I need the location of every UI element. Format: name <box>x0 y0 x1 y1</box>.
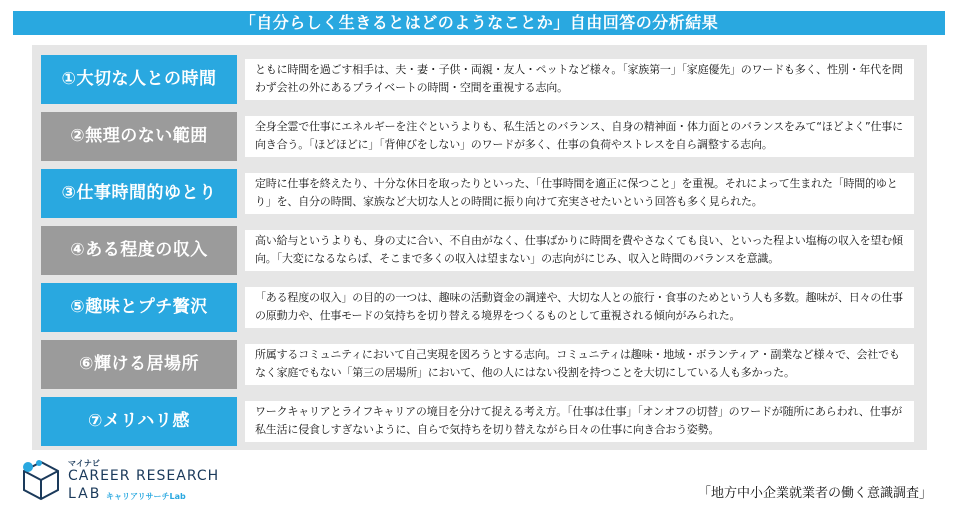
list-item <box>41 169 918 218</box>
cube-logo-icon <box>20 458 62 502</box>
list-item <box>41 283 918 332</box>
category-description: 「ある程度の収入」の目的の一つは、趣味の活動資金の調達や、大切な人との旅行・食事のためという人も多数。趣味が、日々の仕事の原動力や、仕事モードの気持ちを切り替える境界をつくるものとして重視される傾向がみられた。 <box>245 287 914 328</box>
page-title: 「自分らしく生きるとはどのようなことか」自由回答の分析結果 <box>13 11 945 35</box>
category-description: 定時に仕事を終えたり、十分な休日を取ったりといった、「仕事時間を適正に保つこと」を重視。それによって生まれた「時間的ゆとり」を、自分の時間、家族など大切な人との時間に振り向けて充実させたいという回答も多く見られた。 <box>245 173 914 214</box>
list-item <box>41 340 918 389</box>
category-label: ⑦メリハリ感 <box>41 397 237 446</box>
list-item <box>41 55 918 104</box>
source-note: 「地方中小企業就業者の働く意識調査」 <box>697 486 932 501</box>
brand-logo <box>20 456 220 506</box>
category-description: 全身全霊で仕事にエネルギーを注ぐというよりも、私生活とのバランス、自身の精神面・体力面とのバランスをみて“ほどよく”仕事に向き合う。「ほどほどに」「背伸びをしない」のワードが多く、仕事の負荷やストレスを自ら調整する志向。 <box>245 116 914 157</box>
category-label: ②無理のない範囲 <box>41 112 237 161</box>
category-description: 所属するコミュニティにおいて自己実現を図ろうとする志向。コミュニティは趣味・地域・ボランティア・副業など様々で、会社でもなく家庭でもない「第三の居場所」において、他の人にはない役割を持つことを大切にしている人も多かった。 <box>245 344 914 385</box>
list-item <box>41 397 918 446</box>
logo-lab-text: LAB <box>68 486 102 502</box>
category-label: ⑥輝ける居場所 <box>41 340 237 389</box>
category-description: ワークキャリアとライフキャリアの境目を分けて捉える考え方。「仕事は仕事」「オンオフの切替」のワードが随所にあらわれ、仕事が私生活に侵食しすぎないように、自らで気持ちを切り替えながら日々の仕事に向き合おう姿勢。 <box>245 401 914 442</box>
category-label: ③仕事時間的ゆとり <box>41 169 237 218</box>
category-description: 高い給与というよりも、身の丈に合い、不自由がなく、仕事ばかりに時間を費やさなくても良い、といった程よい塩梅の収入を望む傾向。「大変になるならば、そこまで多くの収入は望まない」の志向がにじみ、収入と時間のバランスを意識。 <box>245 230 914 271</box>
category-label: ④ある程度の収入 <box>41 226 237 275</box>
logo-small-text: マイナビ <box>68 459 100 468</box>
category-label: ①大切な人との時間 <box>41 55 237 104</box>
logo-main-text: CAREER RESEARCH <box>68 468 220 484</box>
logo-kana-text: キャリアリサーチLab <box>106 492 186 501</box>
category-label: ⑤趣味とプチ贅沢 <box>41 283 237 332</box>
list-item <box>41 226 918 275</box>
category-description: ともに時間を過ごす相手は、夫・妻・子供・両親・友人・ペットなど様々。「家族第一」「家庭優先」のワードも多く、性別・年代を問わず会社の外にあるプライベートの時間・空間を重視する志向。 <box>245 59 914 100</box>
list-item <box>41 112 918 161</box>
